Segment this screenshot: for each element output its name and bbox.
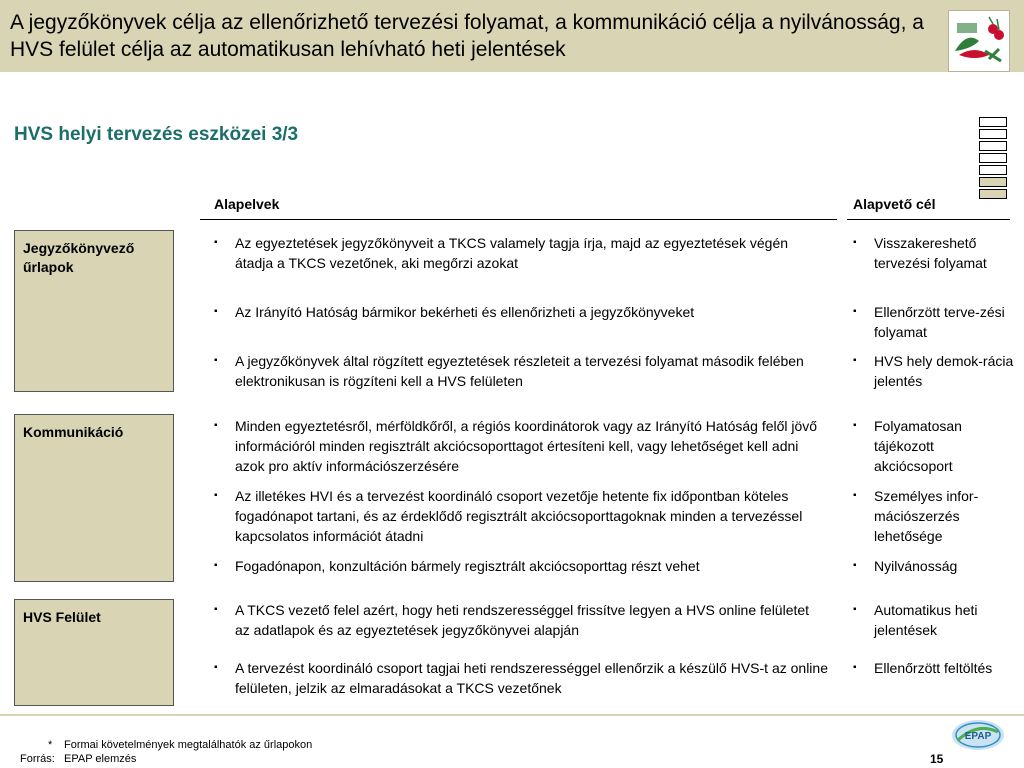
goal-text: Ellenőrzött feltöltés [874,660,993,676]
footnote-text: Formai követelmények megtalálhatók az űrlapokon [64,739,313,751]
bullet-icon: ▪ [214,355,218,366]
goal-text: Személyes infor-mációszerzés lehetősége [874,488,979,544]
goal-text: Ellenőrzött terve-zési folyamat [874,304,1005,340]
slide-subtitle: HVS helyi tervezés eszközei 3/3 [14,124,299,145]
page-number: 15 [930,752,944,766]
goal-text: Visszakereshető tervezési folyamat [874,235,987,271]
bullet-icon: ▪ [853,490,857,501]
bullet-icon: ▪ [214,604,218,615]
principle-text: Az Irányító Hatóság bármikor bekérheti és ellenőrizheti a jegyzőkönyveket [235,304,695,320]
progress-stack-icon [979,117,1007,201]
goal-text: Folyamatosan tájékozott akciócsoport [874,418,962,474]
goal-text: Automatikus heti jelentések [874,602,978,638]
bullet-icon: ▪ [214,237,218,248]
principle-text: A tervezést koordináló csoport tagjai heti rendszerességgel ellenőrzik a készülő HVS-t az online felületen, jelzik az elmaradásokat a TKCS vezetőnek [235,660,828,696]
source-text: EPAP elemzés [64,753,137,765]
goal-text: HVS hely demok-rácia jelentés [874,353,1014,389]
principle-text: A TKCS vezető felel azért, hogy heti rendszerességgel frissítve legyen a HVS online felületet az adatlapok és az egyeztetések jegyzőkönyvei alapján [235,602,810,638]
bullet-icon: ▪ [214,662,218,673]
column-header-principles: Alapelvek [214,196,280,212]
principle-text: Minden egyeztetésről, mérföldkőről, a régiós koordinátorok vagy az Irányító Hatóság felől jövő információról minden regisztrált akciócsoporttagot értesíteni kell, vagy lehetőséget kell adni azok pro aktív információszerzésére [235,418,818,474]
bullet-icon: ▪ [853,662,857,673]
epap-logo-icon [950,718,1006,752]
bullet-icon: ▪ [853,604,857,615]
bullet-icon: ▪ [214,306,218,317]
principle-text: Az egyeztetések jegyzőkönyveit a TKCS valamely tagja írja, majd az egyeztetések végén átadja a TKCS vezetőnek, aki megőrzi azokat [235,235,789,271]
source-label: Forrás: [20,753,55,765]
footer-divider [0,714,1024,716]
bullet-icon: ▪ [214,560,218,571]
slide-header [0,0,1024,72]
goal-text: Nyilvánosság [874,558,958,574]
footnote-marker: * [48,739,53,751]
ministry-logo-icon [948,10,1010,72]
divider-principles [200,219,837,220]
principle-text: A jegyzőkönyvek által rögzített egyeztetések részleteit a tervezési folyamat második felében elektronikusan is rögzíteni kell a HVS felületen [235,353,804,389]
column-header-goal: Alapvető cél [853,196,936,212]
epap-logo-text: EPAP [964,731,992,742]
bullet-icon: ▪ [853,420,857,431]
bullet-icon: ▪ [214,420,218,431]
section-box-hvs-interface [14,599,174,706]
bullet-icon: ▪ [853,560,857,571]
bullet-icon: ▪ [853,237,857,248]
section-label: HVS Felület [23,609,101,625]
bullet-icon: ▪ [853,306,857,317]
slide-title: A jegyzőkönyvek célja az ellenőrizhető tervezési folyamat, a kommunikáció célja a nyilvánosság, a HVS felület célja az automatikusan lehívható heti jelentések [10,11,924,61]
bullet-icon: ▪ [214,490,218,501]
section-box-communication [14,414,174,582]
section-label: Kommunikáció [23,424,124,440]
principle-text: Az illetékes HVI és a tervezést koordináló csoport vezetője hetente fix időpontban köteles fogadónapot tartani, és az érdeklődő regisztrált akciócsoporttagoknak minden a tervezéssel kapcsolatos információt átadni [235,488,803,544]
divider-goal [847,219,1010,220]
principle-text: Fogadónapon, konzultáción bármely regisztrált akciócsoporttag részt vehet [235,558,700,574]
section-label: Jegyzőkönyvező űrlapok [23,240,135,275]
section-box-forms [14,230,174,392]
bullet-icon: ▪ [853,355,857,366]
